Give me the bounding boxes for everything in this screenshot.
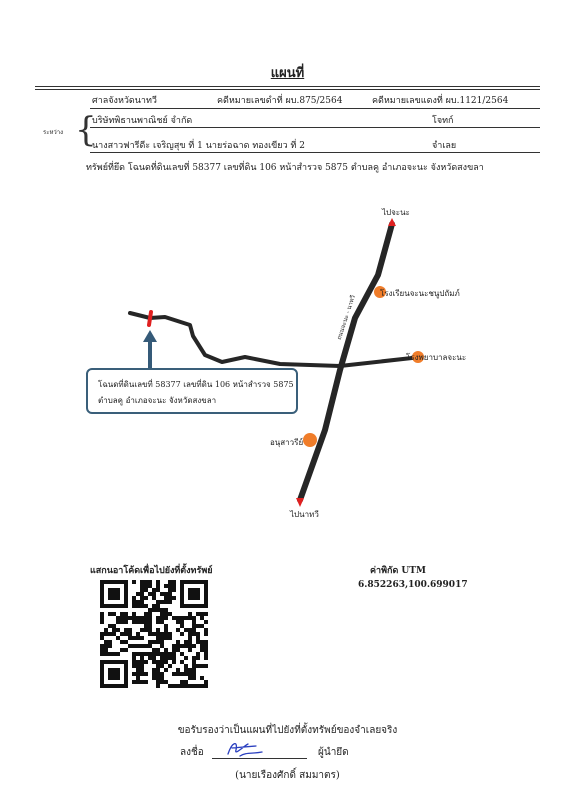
callout-line-2: ตำบลคู อำเภอจะนะ จังหวัดสงขลา	[98, 396, 217, 405]
monument-marker	[303, 433, 317, 447]
hospital-label: โรงพยาบาลจะนะ	[406, 353, 467, 362]
north-arrow-tip	[388, 218, 396, 226]
plaintiff-role: โจทก์	[432, 116, 454, 126]
defendant-role: จำเลย	[432, 141, 457, 151]
plot-marker	[149, 312, 151, 325]
plot-road	[130, 313, 340, 366]
arrow-head	[143, 330, 157, 342]
signer-name: (นายเรืองศักดิ์ สมมาตร)	[235, 770, 340, 781]
qr-code[interactable]	[100, 580, 208, 688]
south-arrow-tip	[296, 498, 304, 507]
red-case-number: คดีหมายเลขแดงที่ ผบ.1121/2564	[372, 96, 509, 106]
seized-property: ทรัพย์ที่ยึด โฉนดที่ดินเลขที่ 58377 เลขที่ดิน 106 หน้าสำรวจ 5875 ตำบลคู อำเภอจะนะ จังหวัดสงขลา	[86, 163, 484, 173]
signer-role: ผู้นำยึด	[318, 747, 349, 758]
road-name-label: ถนนจะนะ - นาทวี	[335, 294, 357, 341]
court-name: ศาลจังหวัดนาทวี	[92, 96, 157, 106]
utm-value: 6.852263,100.699017	[358, 580, 468, 590]
hospital-road	[340, 358, 412, 366]
callout-line-1: โฉนดที่ดินเลขที่ 58377 เลขที่ดิน 106 หน้าสำรวจ 5875	[98, 380, 294, 389]
to-chana-label: ไปจะนะ	[382, 208, 410, 217]
qr-label: แสกนอาโค้ดเพื่อไปยังที่ตั้งทรัพย์	[90, 566, 213, 576]
certify-statement: ขอรับรองว่าเป็นแผนที่ไปยังที่ตั้งทรัพย์ของจำเลยจริง	[177, 725, 398, 736]
brace-icon: {	[75, 110, 97, 150]
school-label: โรงเรียนจะนะชนูปถัมภ์	[380, 289, 460, 298]
sign-label: ลงชื่อ	[180, 747, 204, 758]
page-title: แผนที่	[270, 66, 305, 81]
signature-mark	[222, 736, 268, 762]
to-nathawi-label: ไปนาทวี	[290, 510, 319, 519]
plaintiff-name: บริษัทพิธานพาณิชย์ จำกัด	[92, 116, 193, 126]
defendant-names: นางสาวฟารีดีะ เจริญสุข ที่ 1 นายร่อฉาด ทองเขียว ที่ 2	[92, 141, 306, 151]
monument-label: อนุสาวรีย์	[270, 438, 304, 447]
black-case-number: คดีหมายเลขดำที่ ผบ.875/2564	[217, 96, 343, 106]
plot-callout	[86, 368, 298, 414]
utm-label: ค่าพิกัด UTM	[370, 566, 426, 576]
between-label: ระหว่าง	[43, 129, 64, 136]
